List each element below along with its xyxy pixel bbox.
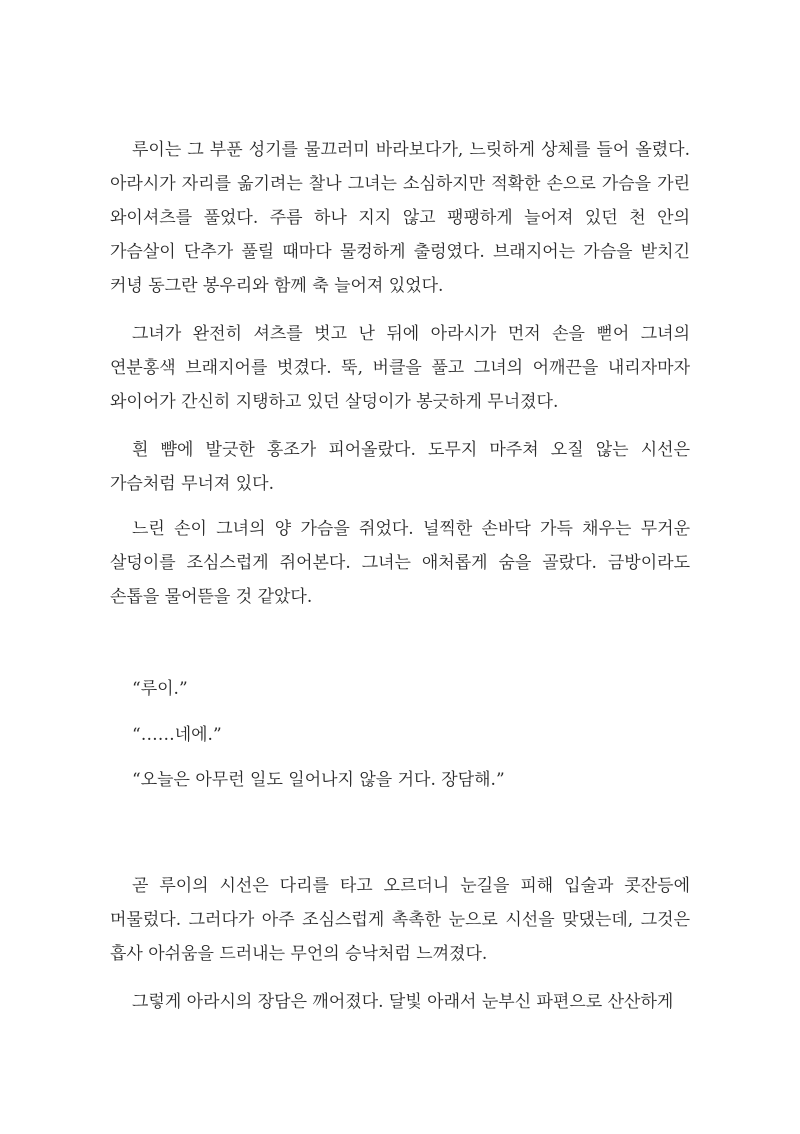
paragraph-4: 느린 손이 그녀의 양 가슴을 쥐었다. 널찍한 손바닥 가득 채우는 무거운 살덩이를 조심스럽게 쥐어본다. 그녀는 애처롭게 숨을 골랐다. 금방이라도 손톱을 물어뜯을 것 같았다. — [110, 519, 690, 607]
paragraph-6: 그렇게 아라시의 장담은 깨어졌다. 달빛 아래서 눈부신 파편으로 산산하게 — [132, 992, 674, 1012]
paragraph-5: 곧 루이의 시선은 다리를 타고 오르더니 눈길을 피해 입술과 콧잔등에 머물렀다. 그러다가 아주 조심스럽게 촉촉한 눈으로 시선을 맞댔는데, 그것은 흡사 아쉬움을 드러내는 무언의 승낙처럼 느껴졌다. — [110, 876, 690, 964]
dialogue-line-3: “오늘은 아무런 일도 일어나지 않을 거다. 장담해.” — [132, 770, 505, 790]
dialogue-line-2: “……네에.” — [132, 725, 222, 745]
paragraph-2: 그녀가 완전히 셔츠를 벗고 난 뒤에 아라시가 먼저 손을 뻗어 그녀의 연분홍색 브래지어를 벗겼다. 뚝, 버클을 풀고 그녀의 어깨끈을 내리자마자 와이어가 간신히 지탱하고 있던 살덩이가 봉긋하게 무너졌다. — [110, 324, 690, 412]
paragraph-3: 흰 뺨에 발긋한 홍조가 피어올랐다. 도무지 마주쳐 오질 않는 시선은 가슴처럼 무너져 있다. — [110, 440, 690, 494]
dialogue-line-1: “루이.” — [132, 679, 188, 699]
paragraph-1: 루이는 그 부푼 성기를 물끄러미 바라보다가, 느릿하게 상체를 들어 올렸다. 아라시가 자리를 옮기려는 찰나 그녀는 소심하지만 적확한 손으로 가슴을 가린 와이셔츠를 풀었다. 주름 하나 지지 않고 팽팽하게 늘어져 있던 천 안의 가슴살이 단추가 풀릴 때마다 물컹하게 출렁였다. 브래지어는 가슴을 받치긴 커녕 동그란 봉우리와 함께 축 늘어져 있었다. — [110, 140, 690, 296]
